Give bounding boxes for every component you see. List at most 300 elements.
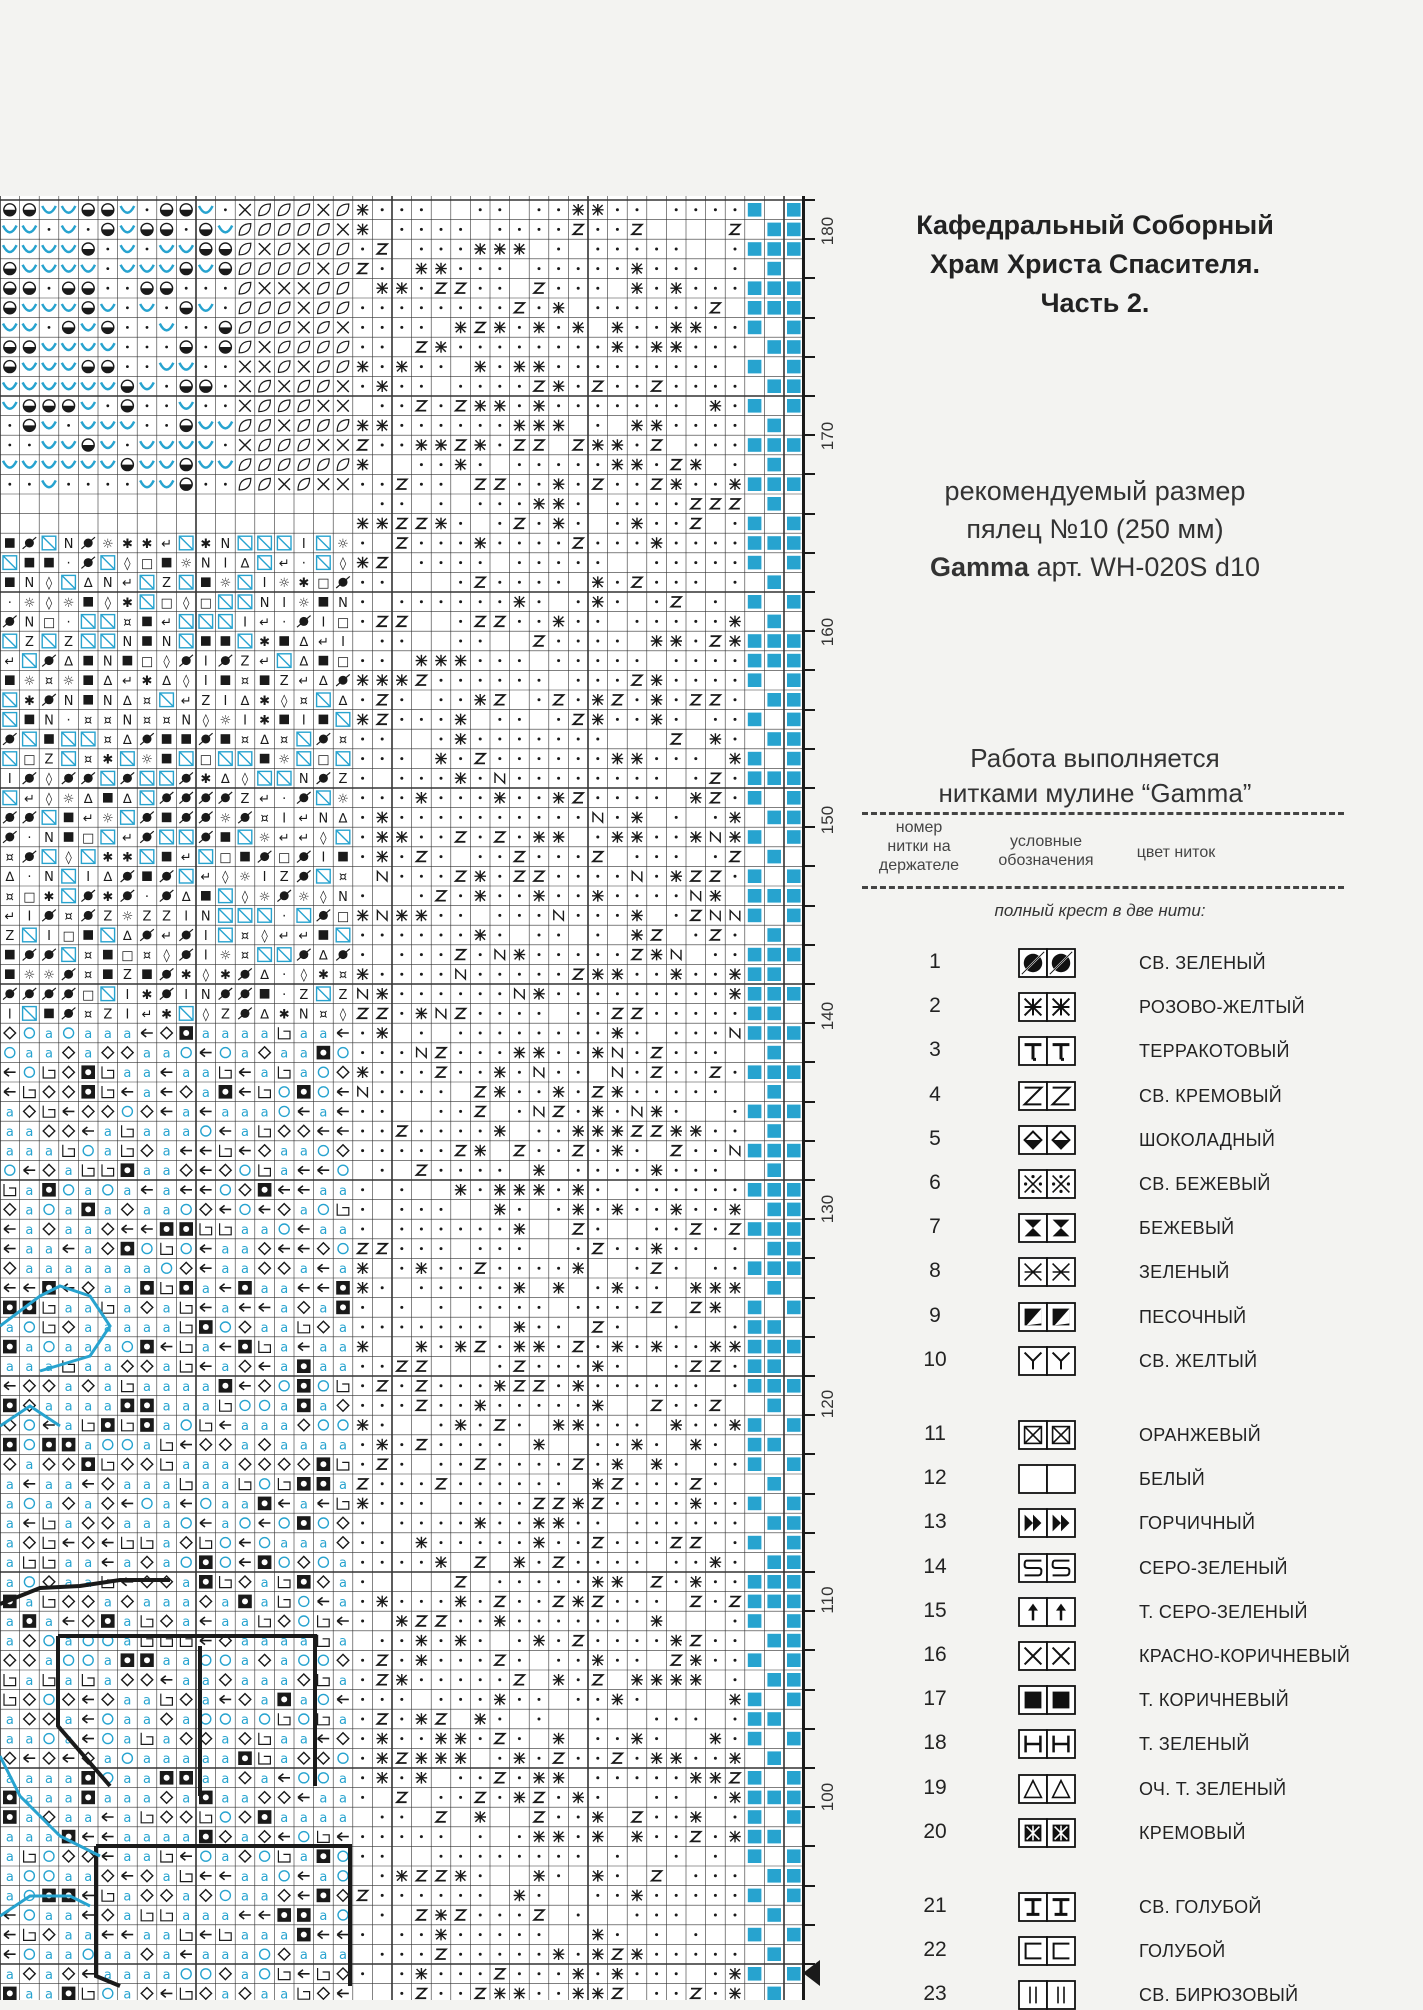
svg-text:◊: ◊ [320, 889, 327, 905]
stitch-symbol-icon [1018, 1420, 1076, 1450]
svg-text:✱: ✱ [121, 537, 133, 552]
svg-text:∆: ∆ [319, 948, 328, 964]
svg-text:✱: ✱ [102, 850, 114, 866]
axis-tick [805, 1022, 815, 1024]
svg-text:a: a [123, 1909, 132, 1924]
svg-text:a: a [84, 1438, 93, 1454]
thread-color-name: СВ. ГОЛУБОЙ [1139, 1897, 1262, 1917]
stitch-symbol-icon [1018, 1553, 1076, 1583]
svg-text:a: a [339, 1438, 347, 1454]
svg-text:a: a [143, 1203, 151, 1219]
svg-text:◊: ◊ [45, 791, 53, 807]
svg-text:a: a [5, 1732, 14, 1748]
thread-color-name: СВ. ЖЕЛТЫЙ [1139, 1350, 1258, 1371]
svg-text:◊: ◊ [339, 556, 347, 572]
svg-text:¤: ¤ [84, 752, 93, 768]
svg-text:a: a [182, 1830, 191, 1846]
svg-text:a: a [221, 1262, 230, 1278]
svg-text:a: a [241, 1242, 249, 1258]
svg-text:a: a [221, 1595, 230, 1611]
svg-text:a: a [84, 1242, 93, 1258]
svg-text:☼: ☼ [43, 968, 55, 984]
svg-text:a: a [64, 1301, 73, 1317]
svg-text:a: a [319, 1811, 328, 1826]
svg-text:a: a [143, 1752, 151, 1768]
svg-text:◊: ◊ [222, 870, 229, 886]
axis-tick [805, 748, 815, 750]
svg-text:I: I [243, 615, 247, 631]
stitch-symbol-icon [1018, 1346, 1076, 1376]
svg-text:a: a [25, 1811, 34, 1826]
legend-row [880, 1081, 1380, 1111]
svg-text:a: a [339, 1340, 347, 1356]
svg-text:a: a [280, 1046, 289, 1062]
svg-text:∆: ∆ [83, 791, 93, 807]
svg-text:a: a [103, 1791, 112, 1807]
svg-text:a: a [25, 1595, 34, 1611]
svg-text:☼: ☼ [337, 537, 349, 552]
svg-text:□: □ [160, 595, 173, 611]
thread-note-line-2: нитками мулине “Gamma” [938, 778, 1252, 808]
svg-text:a: a [64, 1203, 73, 1219]
svg-text:□: □ [140, 556, 154, 572]
svg-text:a: a [45, 1497, 53, 1513]
row-number-label: 140 [818, 1001, 837, 1031]
svg-text:a: a [143, 1517, 151, 1532]
svg-text:a: a [201, 1909, 210, 1924]
svg-text:a: a [182, 1575, 191, 1591]
center-pointer-icon [803, 1960, 820, 1986]
svg-text:☼: ☼ [219, 948, 232, 964]
svg-text:☼: ☼ [337, 791, 349, 807]
axis-tick [805, 1453, 815, 1455]
svg-text:Z: Z [338, 772, 348, 788]
thread-color-name: СЕРО-ЗЕЛЕНЫЙ [1139, 1557, 1288, 1578]
svg-text:¤: ¤ [240, 674, 250, 690]
svg-text:◊: ◊ [202, 1007, 210, 1023]
svg-text:Z: Z [122, 968, 132, 984]
svg-text:a: a [182, 1066, 191, 1082]
svg-text:a: a [162, 1183, 171, 1199]
svg-text:a: a [182, 1595, 191, 1611]
svg-text:a: a [201, 1458, 210, 1474]
svg-text:↵: ↵ [82, 811, 94, 827]
svg-text:∆: ∆ [123, 693, 132, 709]
svg-text:□: □ [336, 654, 350, 670]
svg-text:a: a [103, 1752, 112, 1768]
svg-text:∆: ∆ [260, 733, 269, 748]
axis-tick [805, 905, 815, 907]
svg-text:a: a [123, 1713, 132, 1728]
svg-text:☼: ☼ [258, 831, 271, 846]
svg-text:a: a [182, 1125, 191, 1140]
svg-text:a: a [103, 1125, 112, 1140]
svg-text:I: I [184, 987, 189, 1003]
legend-row [880, 1980, 1380, 2010]
svg-text:✱: ✱ [141, 674, 153, 690]
svg-text:a: a [64, 1517, 73, 1532]
svg-text:a: a [45, 1830, 53, 1846]
svg-text:↵: ↵ [259, 791, 271, 807]
svg-text:a: a [162, 1536, 171, 1552]
svg-text:a: a [123, 1693, 132, 1709]
legend-row [880, 1892, 1380, 1922]
svg-text:a: a [280, 1673, 289, 1689]
svg-text:a: a [299, 1144, 308, 1160]
svg-text:↵: ↵ [23, 791, 35, 807]
page-title [870, 206, 1320, 323]
svg-text:a: a [25, 1183, 34, 1199]
stitch-symbol-icon [1018, 1125, 1076, 1155]
svg-text:·: · [27, 870, 32, 886]
svg-text:a: a [123, 1889, 132, 1905]
svg-text:I: I [7, 772, 12, 788]
legend-row [880, 1257, 1380, 1287]
svg-text:□: □ [62, 929, 75, 944]
thread-color-name: ГОЛУБОЙ [1139, 1941, 1226, 1962]
svg-text:a: a [241, 1125, 249, 1140]
svg-text:a: a [319, 1438, 328, 1454]
svg-text:a: a [201, 1281, 210, 1297]
legend-row [880, 1213, 1380, 1243]
svg-text:a: a [123, 1987, 132, 2000]
axis-tick [805, 944, 815, 946]
svg-text:a: a [182, 1105, 191, 1121]
svg-text:a: a [241, 1615, 249, 1630]
svg-text:a: a [280, 1987, 289, 2000]
svg-text:✱: ✱ [259, 713, 271, 729]
svg-text:a: a [5, 1125, 14, 1140]
svg-text:a: a [201, 1379, 210, 1395]
thread-color-name: ПЕСОЧНЫЙ [1139, 1306, 1247, 1327]
svg-text:a: a [103, 1203, 112, 1219]
svg-text:a: a [241, 1791, 249, 1807]
svg-text:a: a [339, 1791, 347, 1807]
axis-tick [805, 1571, 815, 1573]
svg-text:·: · [282, 987, 287, 1003]
thread-color-name: ОЧ. Т. ЗЕЛЕНЫЙ [1139, 1778, 1287, 1799]
svg-text:a: a [221, 1732, 230, 1748]
svg-text:I: I [203, 948, 208, 964]
svg-text:a: a [64, 1909, 73, 1924]
row-number-label: 150 [818, 805, 837, 835]
svg-text:☼: ☼ [219, 713, 232, 729]
svg-text:a: a [280, 1752, 289, 1768]
thread-number: 16 [923, 1643, 947, 1666]
svg-text:a: a [45, 1360, 53, 1376]
svg-text:a: a [182, 1909, 191, 1924]
svg-text:a: a [299, 1497, 308, 1513]
thread-color-name: Т. КОРИЧНЕВЫЙ [1139, 1690, 1290, 1711]
svg-text:a: a [143, 1771, 151, 1787]
svg-text:↵: ↵ [180, 693, 192, 709]
svg-text:a: a [5, 1321, 14, 1336]
svg-text:a: a [5, 1713, 14, 1728]
svg-text:a: a [260, 1771, 269, 1787]
svg-text:a: a [221, 1615, 230, 1630]
svg-text:a: a [25, 1046, 34, 1062]
svg-text:a: a [260, 1869, 269, 1885]
svg-text:a: a [299, 1850, 308, 1866]
svg-text:a: a [241, 1948, 249, 1964]
svg-text:a: a [45, 1046, 53, 1062]
svg-text:a: a [84, 1046, 93, 1062]
svg-text:∆: ∆ [260, 1007, 269, 1023]
stitch-symbol-icon [1018, 1508, 1076, 1538]
svg-text:a: a [5, 1830, 14, 1846]
svg-text:a: a [103, 1399, 112, 1415]
axis-tick [805, 630, 815, 632]
svg-text:a: a [103, 1673, 112, 1689]
svg-text:a: a [84, 1301, 93, 1317]
svg-text:a: a [339, 1595, 347, 1611]
axis-tick [805, 277, 815, 279]
thread-color-name: СВ. БЕЖЕВЫЙ [1139, 1174, 1271, 1194]
legend-row [880, 1818, 1380, 1848]
svg-text:a: a [280, 1340, 289, 1356]
svg-text:↵: ↵ [161, 537, 173, 552]
svg-text:N: N [220, 537, 231, 552]
svg-text:Z: Z [103, 1007, 113, 1023]
svg-text:↵: ↵ [121, 674, 133, 690]
svg-text:a: a [45, 1909, 53, 1924]
svg-text:☼: ☼ [297, 595, 310, 611]
svg-text:N: N [200, 909, 211, 925]
svg-text:I: I [27, 909, 32, 925]
svg-text:a: a [162, 1869, 171, 1885]
axis-tick [805, 395, 815, 397]
svg-text:∆: ∆ [123, 791, 132, 807]
svg-text:✱: ✱ [200, 537, 212, 552]
legend-row [880, 1936, 1380, 1966]
svg-text:a: a [64, 1419, 73, 1434]
svg-text:∆: ∆ [5, 870, 15, 886]
svg-text:a: a [5, 1497, 14, 1513]
svg-text:✱: ✱ [200, 772, 212, 788]
thread-number: 19 [923, 1775, 947, 1799]
svg-text:¤: ¤ [338, 968, 348, 984]
thread-color-name: ШОКОЛАДНЫЙ [1139, 1129, 1276, 1150]
svg-text:a: a [103, 1027, 112, 1042]
svg-text:a: a [280, 1321, 289, 1336]
svg-text:a: a [280, 1399, 289, 1415]
svg-text:·: · [282, 909, 287, 925]
svg-text:◊: ◊ [65, 850, 72, 866]
svg-text:↵: ↵ [141, 1007, 153, 1023]
svg-text:✱: ✱ [259, 693, 271, 709]
svg-text:I: I [243, 713, 247, 729]
svg-text:a: a [64, 1477, 73, 1493]
svg-text:a: a [64, 1811, 73, 1826]
svg-text:a: a [103, 1595, 112, 1611]
svg-text:a: a [201, 1693, 210, 1709]
svg-text:✱: ✱ [180, 968, 192, 984]
svg-text:a: a [64, 1869, 73, 1885]
svg-text:a: a [103, 1967, 112, 1983]
svg-text:a: a [260, 1223, 269, 1238]
svg-text:a: a [64, 1732, 73, 1748]
svg-text:☼: ☼ [62, 595, 75, 611]
svg-text:☼: ☼ [101, 537, 114, 552]
svg-text:◊: ◊ [280, 693, 288, 709]
svg-text:¤: ¤ [142, 693, 152, 709]
axis-tick [805, 1649, 815, 1651]
svg-text:∆: ∆ [260, 968, 269, 984]
svg-text:a: a [45, 1262, 53, 1278]
svg-text:a: a [162, 1752, 171, 1768]
svg-text:a: a [123, 1477, 132, 1493]
svg-text:☼: ☼ [278, 576, 291, 592]
row-number-label: 120 [818, 1389, 837, 1419]
svg-text:¤: ¤ [240, 948, 250, 964]
svg-text:↵: ↵ [161, 615, 173, 631]
thread-note-line-1: Работа выполняется [970, 743, 1220, 773]
svg-text:a: a [5, 1360, 14, 1376]
svg-text:I: I [203, 654, 208, 670]
thread-number: 18 [923, 1731, 947, 1755]
stitch-symbol-icon [1018, 1685, 1076, 1715]
svg-text:□: □ [23, 889, 36, 905]
svg-text:a: a [5, 1889, 14, 1905]
thread-number: 22 [923, 1938, 947, 1962]
svg-text:a: a [221, 1850, 230, 1866]
svg-text:a: a [339, 1223, 347, 1238]
svg-text:a: a [162, 1517, 171, 1532]
svg-text:a: a [25, 1144, 34, 1160]
axis-tick [805, 473, 815, 475]
svg-text:a: a [162, 1830, 171, 1846]
thread-color-name: ТЕРРАКОТОВЫЙ [1139, 1041, 1290, 1062]
svg-text:a: a [299, 1634, 308, 1650]
svg-text:↵: ↵ [259, 654, 271, 670]
svg-text:¤: ¤ [299, 693, 308, 709]
svg-text:a: a [64, 1948, 73, 1964]
svg-text:a: a [162, 1928, 171, 1944]
svg-text:N: N [24, 615, 35, 631]
svg-text:a: a [143, 1850, 151, 1866]
legend-row [880, 992, 1380, 1022]
svg-text:a: a [299, 1811, 308, 1826]
svg-text:□: □ [199, 595, 212, 611]
svg-text:a: a [64, 1262, 73, 1278]
svg-text:a: a [84, 1811, 93, 1826]
svg-text:a: a [5, 1144, 14, 1160]
svg-text:Z: Z [220, 1007, 230, 1023]
svg-text:∆: ∆ [338, 811, 348, 827]
svg-text:a: a [123, 1967, 132, 1983]
svg-text:a: a [5, 1575, 14, 1591]
svg-text:↵: ↵ [278, 831, 290, 846]
svg-text:☼: ☼ [258, 889, 271, 905]
svg-text:↵: ↵ [317, 635, 329, 650]
thread-color-name: СВ. ЗЕЛЕНЫЙ [1139, 953, 1266, 973]
svg-text:a: a [162, 1556, 171, 1572]
svg-text:a: a [45, 1987, 53, 2000]
svg-text:□: □ [82, 831, 95, 846]
svg-text:a: a [201, 1340, 210, 1356]
svg-text:a: a [162, 1144, 171, 1160]
svg-text:∆: ∆ [338, 693, 348, 709]
svg-text:N: N [44, 870, 54, 886]
svg-text:a: a [5, 1615, 14, 1630]
svg-text:I: I [125, 1007, 130, 1023]
svg-text:a: a [123, 1027, 132, 1042]
svg-text:a: a [103, 1340, 112, 1356]
thread-number: 8 [929, 1259, 941, 1283]
svg-text:a: a [299, 1046, 308, 1062]
legend-row [880, 1597, 1380, 1627]
column-header-number: номер нитки на держателе [878, 819, 960, 874]
svg-text:a: a [45, 1654, 53, 1670]
svg-text:N: N [259, 595, 270, 611]
svg-text:a: a [182, 1399, 191, 1415]
svg-text:↵: ↵ [298, 674, 310, 690]
svg-text:·: · [282, 615, 287, 631]
axis-tick [805, 1297, 815, 1299]
thread-color-name: СВ. КРЕМОВЫЙ [1139, 1085, 1282, 1106]
svg-text:a: a [45, 1027, 53, 1042]
legend-divider-bottom [862, 886, 1344, 889]
hoop-line-2: пялец №10 (250 мм) [966, 514, 1224, 544]
thread-number: 6 [929, 1171, 941, 1194]
svg-text:a: a [339, 1321, 347, 1336]
svg-text:a: a [5, 1105, 14, 1121]
svg-text:☼: ☼ [23, 968, 36, 984]
legend-row [880, 1125, 1380, 1155]
thread-color-name: БЕЖЕВЫЙ [1139, 1218, 1235, 1239]
svg-text:·: · [7, 595, 12, 611]
hoop-article: арт. WH-020S d10 [1029, 552, 1260, 582]
svg-text:↵: ↵ [278, 929, 290, 944]
svg-text:◊: ◊ [202, 713, 210, 729]
svg-text:a: a [84, 1223, 93, 1238]
svg-text:↵: ↵ [121, 576, 133, 592]
svg-text:Z: Z [5, 929, 15, 944]
axis-tick [805, 1845, 815, 1847]
svg-text:a: a [319, 1223, 328, 1238]
svg-text:¤: ¤ [338, 733, 348, 748]
svg-text:a: a [143, 1438, 151, 1454]
stitch-symbol-icon [1018, 1257, 1076, 1287]
svg-text:a: a [103, 1281, 112, 1297]
thread-note [870, 741, 1320, 811]
legend-row [880, 1346, 1380, 1376]
axis-tick [805, 865, 815, 867]
svg-text:a: a [339, 1575, 347, 1591]
svg-text:a: a [123, 1321, 132, 1336]
svg-text:I: I [301, 713, 306, 729]
svg-text:a: a [123, 1634, 132, 1650]
stitch-symbol-icon [1018, 1641, 1076, 1671]
svg-text:a: a [241, 1654, 249, 1670]
svg-text:a: a [260, 1693, 269, 1709]
svg-text:a: a [221, 1458, 230, 1474]
svg-text:a: a [260, 1105, 269, 1121]
svg-text:◊: ◊ [182, 674, 190, 690]
svg-text:a: a [25, 1242, 34, 1258]
axis-tick [805, 1140, 815, 1142]
svg-text:a: a [25, 1203, 34, 1219]
svg-text:a: a [280, 1419, 289, 1434]
svg-text:a: a [143, 1379, 151, 1395]
svg-text:¤: ¤ [84, 968, 93, 984]
svg-text:a: a [241, 1497, 249, 1513]
svg-text:a: a [103, 1379, 112, 1395]
row-number-label: 170 [818, 421, 837, 451]
thread-color-name: КРЕМОВЫЙ [1139, 1822, 1246, 1843]
stitch-symbol-icon [1018, 1729, 1076, 1759]
svg-text:◊: ◊ [202, 968, 210, 984]
